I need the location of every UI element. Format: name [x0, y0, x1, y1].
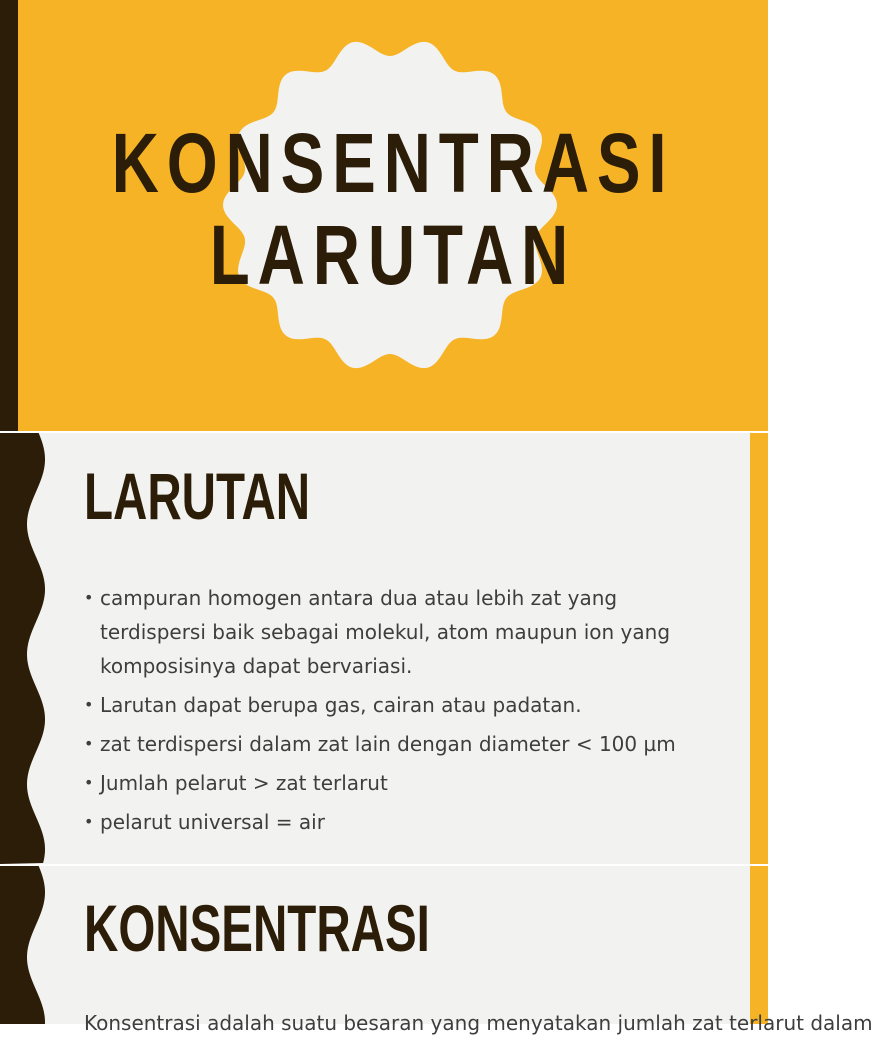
wavy-left-border — [0, 433, 60, 864]
larutan-slide — [0, 433, 768, 864]
title-slide — [0, 0, 768, 431]
slide-body-text: Konsentrasi adalah suatu besaran yang menyatakan jumlah zat terlarut dalam — [84, 1011, 873, 1035]
bullet-dot-icon: • — [84, 812, 94, 831]
presentation-title — [101, 117, 686, 301]
title-line-1: KONSENTRASI — [111, 116, 675, 210]
wavy-left-border — [0, 866, 60, 1024]
bullet-dot-icon: • — [84, 734, 94, 753]
slide-heading: KONSENTRASI — [84, 891, 430, 965]
bullet-list — [84, 581, 704, 844]
bullet-dot-icon: • — [84, 695, 94, 714]
right-accent-bar — [750, 433, 768, 864]
slide-heading: LARUTAN — [84, 459, 311, 533]
right-accent-bar — [750, 866, 768, 1024]
bullet-item: • Larutan dapat berupa gas, cairan atau padatan. — [84, 688, 704, 722]
title-line-2: LARUTAN — [209, 208, 577, 302]
bullet-dot-icon: • — [84, 588, 94, 607]
bullet-dot-icon: • — [84, 773, 94, 792]
bullet-item: • campuran homogen antara dua atau lebih zat yang terdispersi baik sebagai molekul, atom maupun ion yang komposisinya dapat bervariasi. — [84, 581, 704, 683]
bullet-item: • zat terdispersi dalam zat lain dengan diameter < 100 µm — [84, 727, 704, 761]
bullet-item: • pelarut universal = air — [84, 805, 704, 839]
bullet-item: • Jumlah pelarut > zat terlarut — [84, 766, 704, 800]
konsentrasi-slide — [0, 866, 873, 1035]
